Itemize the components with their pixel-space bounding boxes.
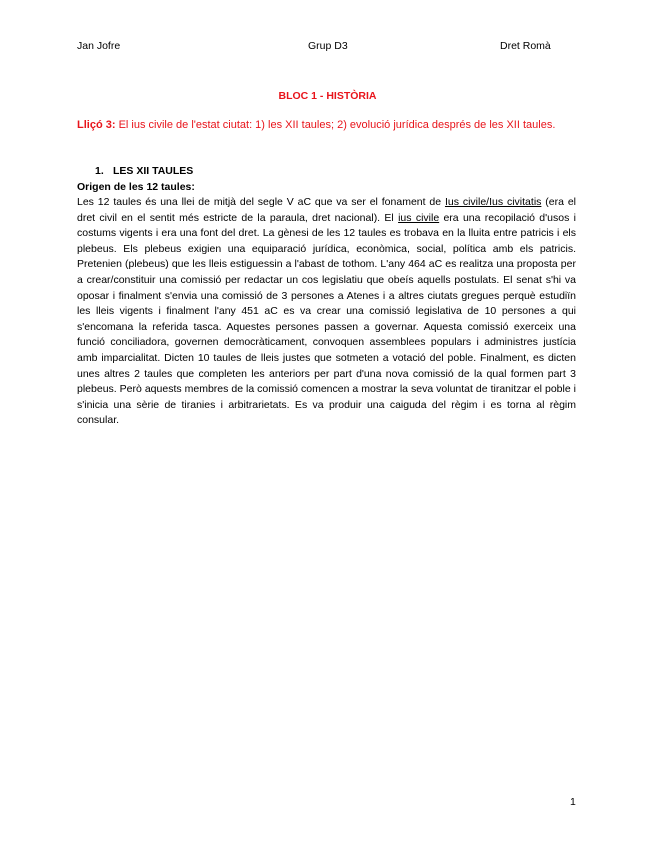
page-number: 1 — [570, 796, 576, 808]
ius-civile-term-2: ius civile — [398, 211, 440, 224]
lesson-label: Lliçó 3: — [77, 119, 116, 131]
body-text-1: Les 12 taules és una llei de mitjà del segle V aC que va ser el fonament de — [77, 196, 445, 208]
ius-civile-term-1: Ius civile/Ius civitatis — [444, 196, 542, 208]
header-group: Grup D3 — [308, 40, 348, 52]
header-subject: Dret Romà — [500, 40, 551, 52]
section-number: 1. — [95, 165, 104, 177]
subtitle: Origen de les 12 taules: — [77, 181, 195, 193]
section-heading — [95, 165, 193, 177]
body-text-2: (era el dret civil en el sentit més estricte de la paraula, dret nacional). El — [77, 196, 576, 224]
bloc-title: BLOC 1 - HISTÒRIA — [278, 90, 377, 102]
lesson-heading — [77, 118, 573, 133]
lesson-text: El ius civile de l'estat ciutat: 1) les XII taules; 2) evolució jurídica després de les XII taules. — [115, 119, 556, 131]
header-author: Jan Jofre — [77, 40, 121, 52]
section-title: LES XII TAULES — [113, 165, 194, 177]
body-text-3: era una recopilació d'usos i costums vigents i era una font del dret. La gènesi de les 12 taules es trobava en la lluita entre patricis i els plebeus. Els plebeus exigien una equiparació jurídica, econòmica, social, política amb els patricis. Pretenien (plebeus) que les lleis estiguessin a l'abast de tothom. L'any 464 aC es realitza una proposta per a crear/constituir una comissió per redactar un cos legislatiu que obeís aquells postulats. El senat s'hi va oposar i finalment s'envia una comissió de 3 persones a Atenes i a altres ciutats gregues perquè estudiïn les lleis vigents i finalment l'any 451 aC es va crear una comissió legislativa de 10 persones a qui s'encomana la referida tasca. Aquestes persones passen a governar. Aquesta comissió exerceix una funció conciliadora, governen democràticament, convoquen assemblees populars i administres justícia amb imparcialitat. Dicten 10 taules de lleis justes que sotmeten a votació del poble. Finalment, es dicten unes altres 2 taules que completen les anteriors per part d'una nova comissió de la qual formen part 3 plebeus. Però aquests membres de la comissió comencen a mostrar la seva voluntat de tiranitzar el poble i s'inicia una sèrie de tiranies i arbitrarietats. Es va produir una caiguda del règim i es torna al règim consular. — [77, 211, 576, 427]
body-paragraph — [77, 195, 576, 429]
